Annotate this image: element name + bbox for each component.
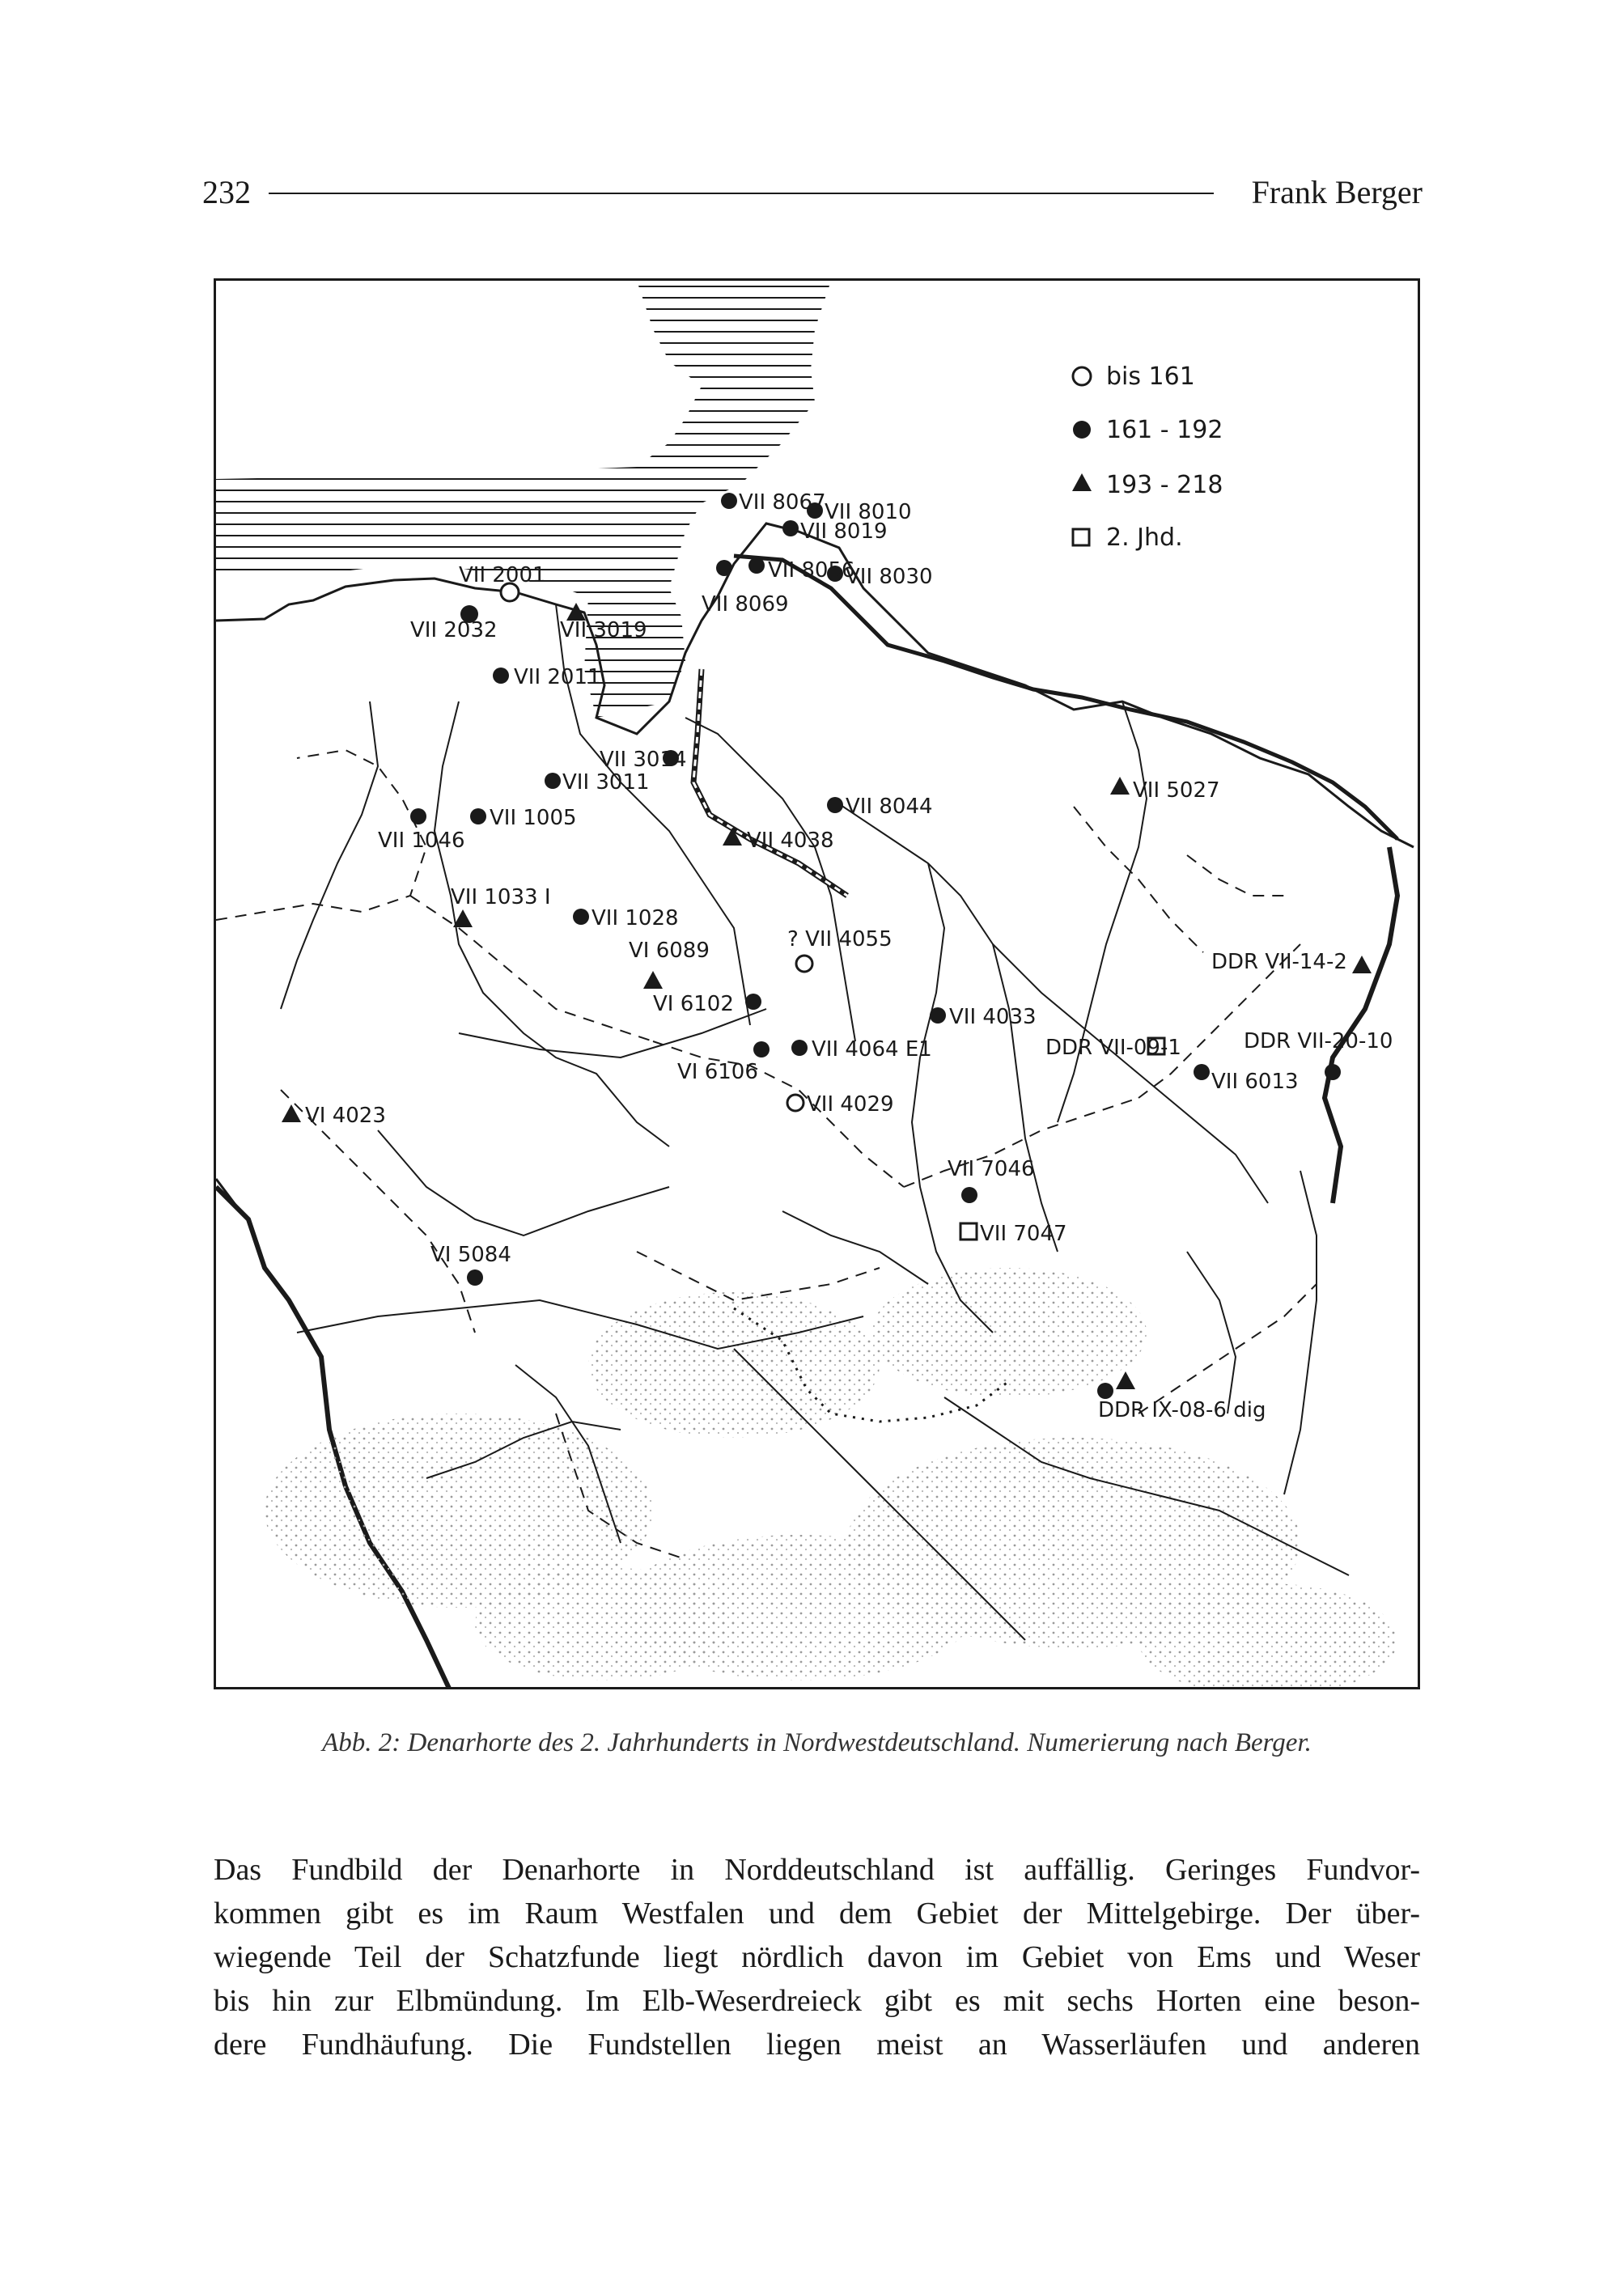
label-5084: VI 5084 xyxy=(430,1243,511,1267)
marker-6106 xyxy=(753,1041,770,1057)
label-8056: VII 8056 xyxy=(768,558,855,583)
label-8044: VII 8044 xyxy=(846,795,933,819)
label-6013: DDR VII-09-1 xyxy=(1045,1036,1181,1060)
label-1028: VII 1028 xyxy=(592,906,679,930)
marker-1033 xyxy=(453,909,473,927)
map-svg xyxy=(216,281,1420,1689)
label-2001: VII 2001 xyxy=(459,563,546,587)
marker-6089 xyxy=(643,971,663,989)
legend-label-4: 2. Jhd. xyxy=(1106,523,1183,552)
label-8010: VII 8010 xyxy=(825,500,912,524)
marker-7046 xyxy=(961,1187,977,1203)
figure-caption: Abb. 2: Denarhorte des 2. Jahrhunderts in Nordwestdeutschland. Numerierung nach Berger. xyxy=(322,1728,1312,1757)
marker-8056 xyxy=(748,557,765,574)
label-3011: VII 3011 xyxy=(562,770,650,795)
label-1033: VII 1033 I xyxy=(451,885,551,909)
marker-ddr-20-10 xyxy=(1325,1064,1341,1080)
legend-label-2: 161 - 192 xyxy=(1106,416,1223,444)
legend-filled-circle-icon xyxy=(1073,421,1091,439)
marker-ix-08-6-circle xyxy=(1097,1383,1113,1399)
marker-5084 xyxy=(467,1269,483,1286)
marker-8069 xyxy=(716,560,732,576)
label-7047: VII 7047 xyxy=(980,1222,1067,1246)
marker-8067 xyxy=(721,493,737,509)
legend-square-icon xyxy=(1073,529,1089,545)
label-3019: VII 3019 xyxy=(560,618,647,642)
label-ix-08-6: DDR IX-08-6 dig xyxy=(1098,1398,1266,1422)
border-east xyxy=(1325,847,1397,1203)
body-line: Das Fundbild der Denarhorte in Norddeutschland ist auffällig. Geringes Fundvor- xyxy=(214,1853,1420,1887)
label-7046: VII 7046 xyxy=(948,1157,1035,1181)
label-8019: VII 8019 xyxy=(800,519,888,544)
marker-6102 xyxy=(745,994,761,1010)
page-number: 232 xyxy=(202,174,251,210)
body-line: dere Fundhäufung. Die Fundstellen liegen meist an Wasserläufen und anderen xyxy=(214,2028,1420,2062)
header-rule xyxy=(269,193,1214,194)
marker-4033 xyxy=(930,1007,946,1024)
marker-7047 xyxy=(960,1223,977,1240)
label-4055: ? VII 4055 xyxy=(787,927,893,952)
label-1005: VII 1005 xyxy=(490,806,577,830)
legend-label-1: bis 161 xyxy=(1106,362,1195,391)
marker-3011 xyxy=(545,773,561,789)
map-figure xyxy=(214,278,1420,1689)
marker-ddr-09-1 xyxy=(1194,1064,1210,1080)
coastline-east xyxy=(734,556,1397,839)
map-legend xyxy=(1072,362,1223,552)
label-8030: VII 8030 xyxy=(846,565,933,589)
label-ddr-20-10: DDR VII-20-10 xyxy=(1244,1029,1393,1053)
label-2032: VII 2032 xyxy=(410,618,498,642)
marker-8044 xyxy=(827,797,843,813)
label-4033: VII 4033 xyxy=(949,1005,1037,1029)
label-5027: VII 5027 xyxy=(1133,778,1220,803)
border-west-inner xyxy=(216,1179,240,1211)
label-6106: VI 6106 xyxy=(677,1060,758,1084)
marker-4064 xyxy=(791,1040,808,1056)
running-head: Frank Berger xyxy=(1251,174,1423,210)
marker-8019 xyxy=(782,520,799,536)
marker-4029 xyxy=(787,1095,804,1111)
label-8067: VII 8067 xyxy=(739,490,826,515)
marker-ix-08-6-triangle xyxy=(1116,1371,1135,1389)
body-line: bis hin zur Elbmündung. Im Elb-Weserdreieck gibt es mit sechs Horten eine beson- xyxy=(214,1984,1420,2018)
marker-1028 xyxy=(573,909,589,925)
legend-triangle-icon xyxy=(1072,473,1092,491)
legend-label-3: 193 - 218 xyxy=(1106,471,1223,499)
page-header xyxy=(202,168,1423,217)
label-8069: VII 8069 xyxy=(702,592,789,617)
marker-2011 xyxy=(493,668,509,684)
label-4064: VII 4064 E1 xyxy=(812,1037,932,1062)
label-6102: VI 6102 xyxy=(653,992,734,1016)
marker-ddr-14-2 xyxy=(1352,956,1372,973)
body-paragraph xyxy=(214,1848,1420,2066)
label-3014: VII 3014 xyxy=(600,748,687,772)
weser-track xyxy=(693,669,847,896)
label-ddr-14-2: DDR VII-14-2 xyxy=(1211,950,1347,974)
label-4029: VII 4029 xyxy=(807,1092,894,1117)
label-2011: VII 2011 xyxy=(514,665,601,689)
legend-open-circle-icon xyxy=(1073,367,1091,385)
label-ddr-09-1: VII 6013 xyxy=(1211,1070,1299,1094)
marker-1005 xyxy=(470,808,486,824)
body-line: wiegende Teil der Schatzfunde liegt nördlich davon im Gebiet von Ems und Weser xyxy=(214,1940,1420,1974)
label-6089: VI 6089 xyxy=(629,939,710,963)
body-line: kommen gibt es im Raum Westfalen und dem Gebiet der Mittelgebirge. Der über- xyxy=(214,1897,1420,1931)
label-4038: VII 4038 xyxy=(747,829,834,853)
label-1046: VII 1046 xyxy=(378,829,465,853)
map-labels xyxy=(305,490,1393,1422)
marker-4055 xyxy=(796,956,812,972)
marker-1046 xyxy=(410,808,426,824)
label-4023: VI 4023 xyxy=(305,1104,386,1128)
marker-5027 xyxy=(1110,777,1130,795)
